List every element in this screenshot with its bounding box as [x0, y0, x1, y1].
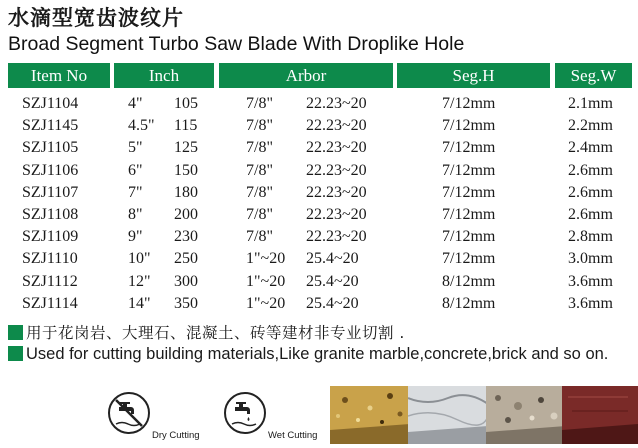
- table-row: [0, 138, 638, 160]
- item-no-cell: SZJ1109: [22, 228, 79, 246]
- arbor-mm-cell: 25.4~20: [306, 250, 359, 268]
- seg-w-cell: 2.8mm: [568, 228, 613, 246]
- table-row: [0, 116, 638, 138]
- table-row: [0, 205, 638, 227]
- seg-w-cell: 2.2mm: [568, 117, 613, 135]
- table-row: [0, 94, 638, 116]
- arbor-mm-cell: 25.4~20: [306, 294, 359, 312]
- page-title-en: Broad Segment Turbo Saw Blade With Droplike Hole: [8, 33, 465, 55]
- inch-cell: 4": [128, 95, 143, 112]
- table-row: [0, 183, 638, 205]
- arbor-mm-cell: 22.23~20: [306, 117, 367, 135]
- seg-h-cell: 7/12mm: [442, 95, 496, 112]
- inch-cell: 4.5": [128, 117, 155, 135]
- arbor-mm-cell: 22.23~20: [306, 161, 367, 179]
- usage-note-en: [8, 344, 638, 365]
- table-row: [0, 227, 638, 249]
- inch-cell: 8": [128, 205, 143, 223]
- table-row: [0, 272, 638, 294]
- seg-h-cell: 7/12mm: [442, 117, 496, 135]
- seg-w-cell: 2.1mm: [568, 95, 613, 112]
- inch-cell: 12": [128, 272, 151, 290]
- seg-h-cell: 7/12mm: [442, 183, 496, 201]
- item-no-cell: SZJ1106: [22, 161, 79, 179]
- seg-w-cell: 2.4mm: [568, 139, 613, 157]
- inch-cell: 10": [128, 250, 151, 268]
- arbor-mm-cell: 25.4~20: [306, 272, 359, 290]
- diameter-mm-cell: 250: [174, 250, 198, 268]
- arbor-inch-cell: 7/8": [246, 117, 273, 135]
- item-no-cell: SZJ1110: [22, 250, 78, 268]
- table-row: [0, 294, 638, 316]
- inch-cell: 9": [128, 228, 143, 246]
- seg-h-cell: 7/12mm: [442, 228, 496, 246]
- arbor-mm-cell: 22.23~20: [306, 183, 367, 201]
- usage-note-en-text: Used for cutting building materials,Like granite marble,concrete,brick and so on.: [26, 345, 609, 363]
- water-tap-icon: [224, 392, 266, 434]
- arbor-inch-cell: 7/8": [246, 205, 273, 223]
- bullet-square-icon: [8, 325, 23, 340]
- seg-w-cell: 3.6mm: [568, 272, 613, 290]
- col-header-seg-h: Seg.H: [397, 63, 550, 88]
- usage-note-cn-text: 用于花岗岩、大理石、混凝土、砖等建材非专业切割 .: [26, 324, 405, 342]
- arbor-inch-cell: 7/8": [246, 139, 273, 157]
- diameter-mm-cell: 180: [174, 183, 198, 201]
- seg-h-cell: 8/12mm: [442, 294, 496, 312]
- seg-h-cell: 7/12mm: [442, 205, 496, 223]
- page-title-cn: 水滴型宽齿波纹片: [8, 6, 184, 30]
- col-header-arbor: Arbor: [219, 63, 393, 88]
- arbor-mm-cell: 22.23~20: [306, 95, 367, 112]
- seg-h-cell: 7/12mm: [442, 250, 496, 268]
- seg-w-cell: 3.0mm: [568, 250, 613, 268]
- inch-cell: 6": [128, 161, 143, 179]
- item-no-cell: SZJ1145: [22, 117, 79, 135]
- arbor-inch-cell: 7/8": [246, 183, 273, 201]
- brick-sample-image: [562, 386, 638, 444]
- arbor-mm-cell: 22.23~20: [306, 205, 367, 223]
- seg-h-cell: 8/12mm: [442, 272, 496, 290]
- seg-w-cell: 2.6mm: [568, 161, 613, 179]
- diameter-mm-cell: 125: [174, 139, 198, 157]
- usage-note-cn: [8, 321, 405, 343]
- col-header-inch: Inch: [114, 63, 214, 88]
- inch-cell: 5": [128, 139, 143, 157]
- diameter-mm-cell: 300: [174, 272, 198, 290]
- arbor-inch-cell: 1"~20: [246, 272, 286, 290]
- arbor-inch-cell: 7/8": [246, 161, 273, 179]
- arbor-mm-cell: 22.23~20: [306, 228, 367, 246]
- arbor-mm-cell: 22.23~20: [306, 139, 367, 157]
- col-header-seg-w: Seg.W: [555, 63, 632, 88]
- inch-cell: 7": [128, 183, 143, 201]
- diameter-mm-cell: 150: [174, 161, 198, 179]
- marble-sample-image: [408, 386, 488, 444]
- bullet-square-icon: [8, 346, 23, 361]
- arbor-inch-cell: 1"~20: [246, 294, 286, 312]
- table-row: [0, 161, 638, 183]
- seg-h-cell: 7/12mm: [442, 139, 496, 157]
- diameter-mm-cell: 350: [174, 294, 198, 312]
- inch-cell: 14": [128, 294, 151, 312]
- diameter-mm-cell: 105: [174, 95, 198, 112]
- no-water-tap-icon: [108, 392, 150, 434]
- diameter-mm-cell: 115: [174, 117, 198, 135]
- col-header-item-no: Item No: [8, 63, 110, 88]
- seg-w-cell: 2.6mm: [568, 183, 613, 201]
- seg-h-cell: 7/12mm: [442, 161, 496, 179]
- seg-w-cell: 2.6mm: [568, 205, 613, 223]
- concrete-sample-image: [486, 386, 566, 444]
- arbor-inch-cell: 7/8": [246, 228, 273, 246]
- item-no-cell: SZJ1104: [22, 95, 79, 112]
- item-no-cell: SZJ1112: [22, 272, 78, 290]
- wet-cutting-label: Wet Cutting: [268, 430, 318, 441]
- product-table-body: [0, 94, 638, 316]
- item-no-cell: SZJ1114: [22, 294, 78, 312]
- item-no-cell: SZJ1107: [22, 183, 79, 201]
- item-no-cell: SZJ1108: [22, 205, 79, 223]
- dry-cutting-label: Dry Cutting: [152, 430, 200, 441]
- diameter-mm-cell: 230: [174, 228, 198, 246]
- arbor-inch-cell: 1"~20: [246, 250, 286, 268]
- diameter-mm-cell: 200: [174, 205, 198, 223]
- granite-sample-image: [330, 386, 410, 444]
- item-no-cell: SZJ1105: [22, 139, 79, 157]
- seg-w-cell: 3.6mm: [568, 294, 613, 312]
- arbor-inch-cell: 7/8": [246, 95, 273, 112]
- table-row: [0, 249, 638, 271]
